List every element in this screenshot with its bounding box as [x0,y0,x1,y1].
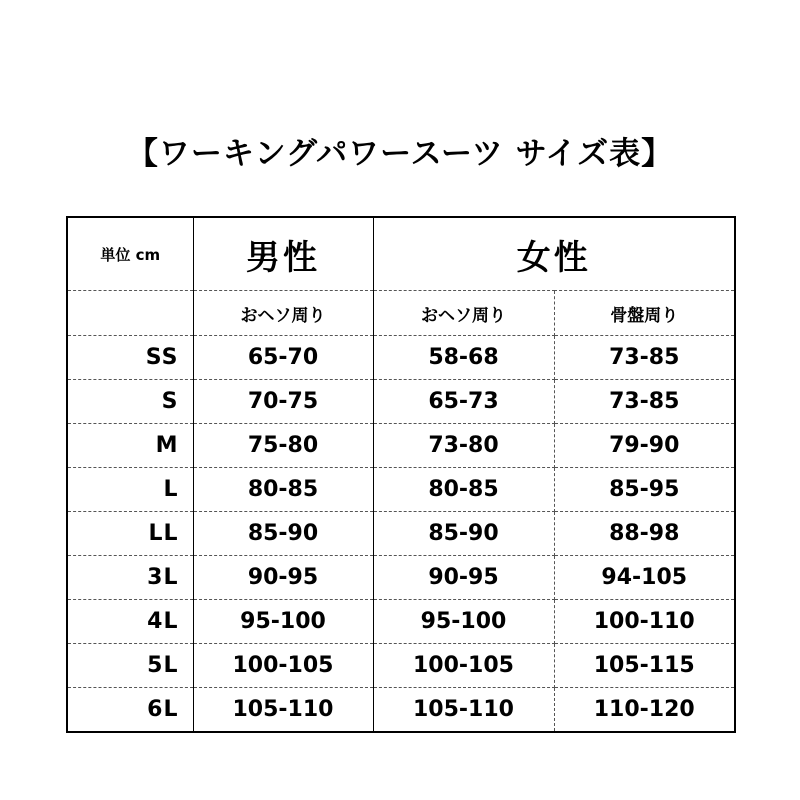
cell-male-waist: 100-105 [193,644,373,688]
size-table-container [66,216,734,733]
cell-female-waist: 58-68 [373,336,554,380]
cell-female-waist: 95-100 [373,600,554,644]
cell-female-hip: 88-98 [554,512,735,556]
table-row [67,644,735,688]
row-size-label: 3L [67,556,193,600]
cell-male-waist: 75-80 [193,424,373,468]
cell-female-waist: 100-105 [373,644,554,688]
measure-header-row [67,291,735,336]
table-row [67,380,735,424]
cell-male-waist: 80-85 [193,468,373,512]
cell-female-hip: 105-115 [554,644,735,688]
unit-label: 単位 cm [67,217,193,291]
row-size-label: S [67,380,193,424]
cell-male-waist: 85-90 [193,512,373,556]
table-row [67,688,735,733]
measure-header-female-waist: おヘソ周り [373,291,554,336]
header-female: 女性 [373,217,735,291]
page-title: 【ワーキングパワースーツ サイズ表】 [126,136,674,172]
header-male: 男性 [193,217,373,291]
row-size-label: 4L [67,600,193,644]
table-row [67,556,735,600]
table-row [67,600,735,644]
cell-female-hip: 100-110 [554,600,735,644]
cell-male-waist: 65-70 [193,336,373,380]
cell-male-waist: 105-110 [193,688,373,733]
cell-female-waist: 90-95 [373,556,554,600]
row-size-label: 6L [67,688,193,733]
cell-female-waist: 105-110 [373,688,554,733]
row-size-label: L [67,468,193,512]
row-size-label: SS [67,336,193,380]
cell-female-hip: 85-95 [554,468,735,512]
row-size-label: M [67,424,193,468]
measure-header-blank [67,291,193,336]
cell-female-waist: 73-80 [373,424,554,468]
cell-male-waist: 90-95 [193,556,373,600]
cell-female-hip: 79-90 [554,424,735,468]
size-table [66,216,736,733]
cell-female-waist: 85-90 [373,512,554,556]
table-row [67,424,735,468]
table-row [67,336,735,380]
cell-female-hip: 94-105 [554,556,735,600]
table-row [67,512,735,556]
cell-female-waist: 80-85 [373,468,554,512]
measure-header-female-hip: 骨盤周り [554,291,735,336]
table-row [67,468,735,512]
cell-female-waist: 65-73 [373,380,554,424]
measure-header-male-waist: おヘソ周り [193,291,373,336]
cell-male-waist: 95-100 [193,600,373,644]
cell-female-hip: 73-85 [554,336,735,380]
table-header-row [67,217,735,291]
cell-female-hip: 110-120 [554,688,735,733]
cell-female-hip: 73-85 [554,380,735,424]
row-size-label: LL [67,512,193,556]
cell-male-waist: 70-75 [193,380,373,424]
row-size-label: 5L [67,644,193,688]
